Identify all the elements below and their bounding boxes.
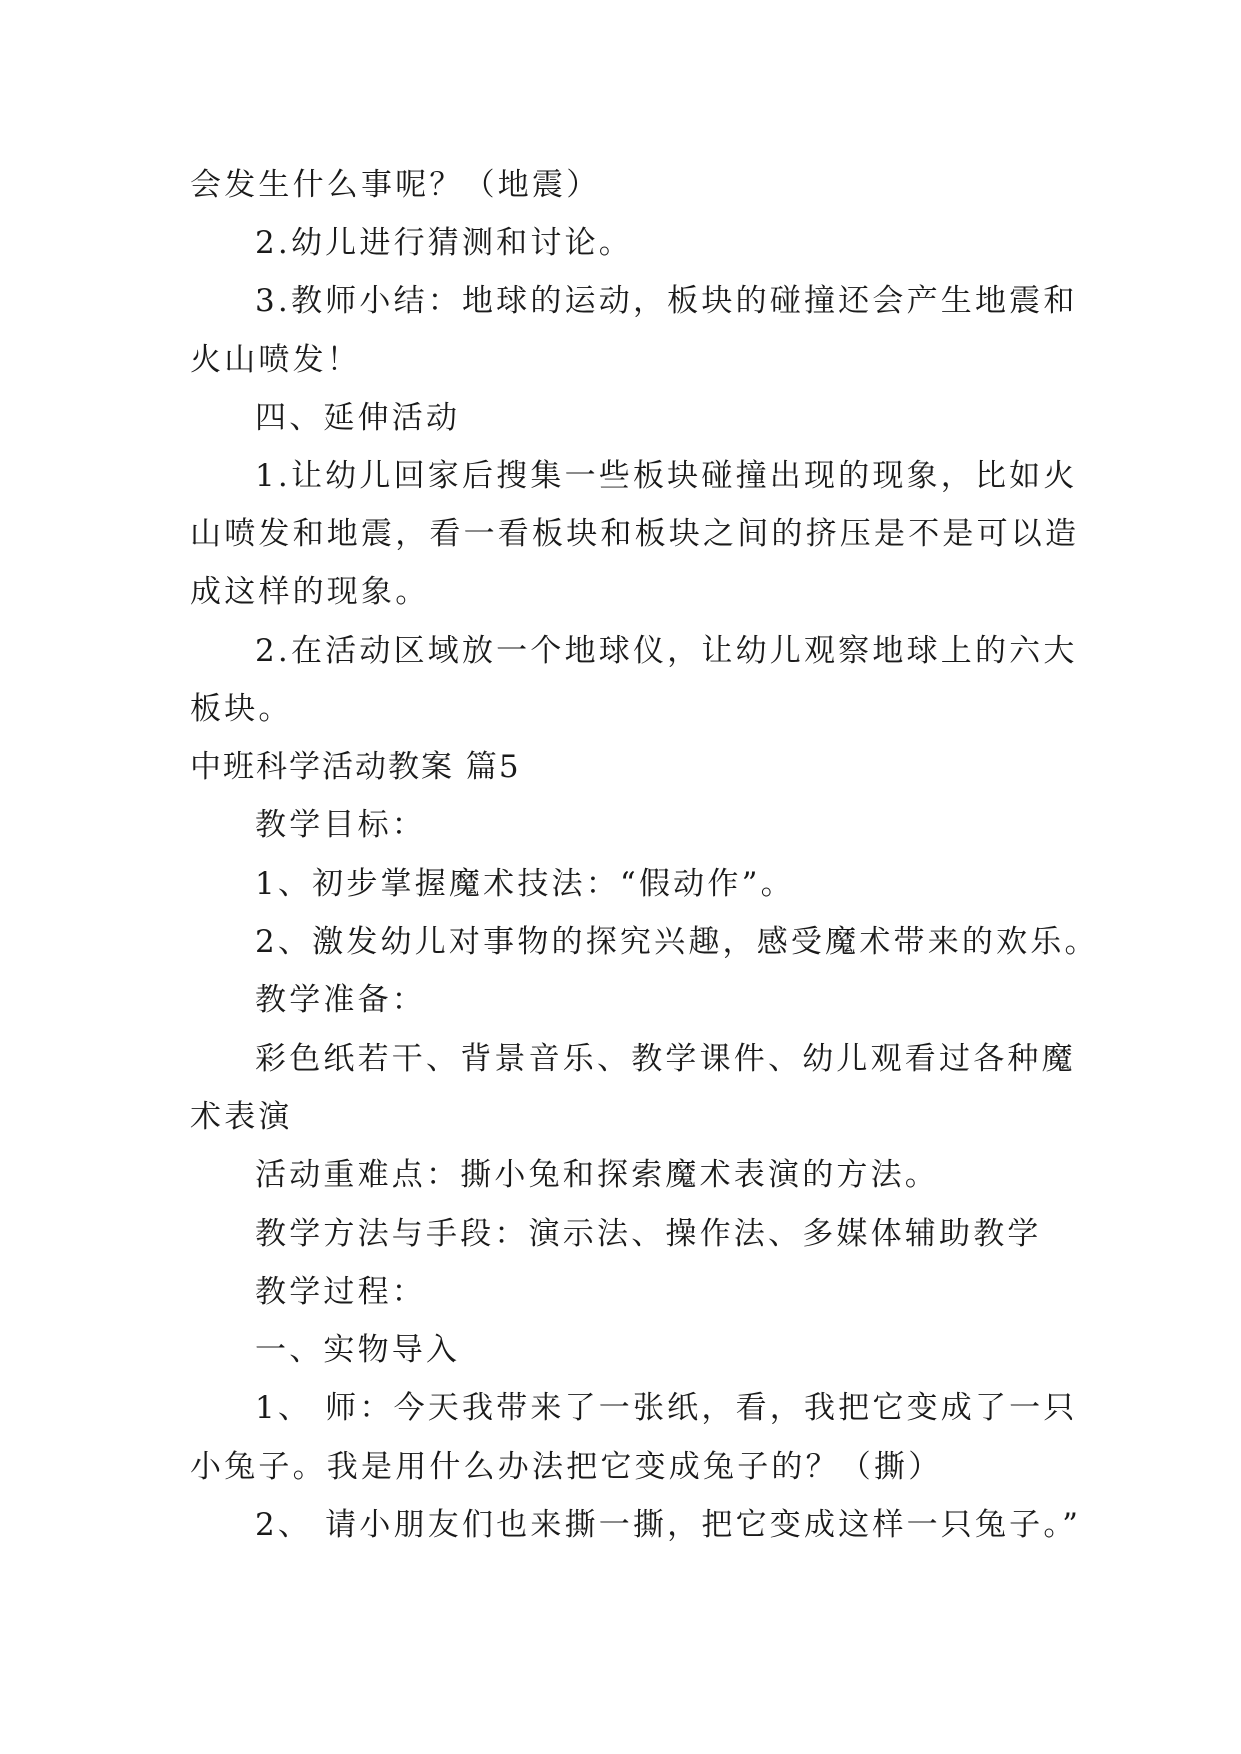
text-line: 1、 师：今天我带来了一张纸，看，我把它变成了一只 bbox=[255, 1390, 1078, 1426]
section-heading: 一、实物导入 bbox=[255, 1332, 461, 1368]
section-title: 中班科学活动教案 篇5 bbox=[190, 749, 521, 785]
text-line: 2、 请小朋友们也来撕一撕，把它变成这样一只兔子。” bbox=[255, 1507, 1082, 1543]
section-heading: 四、延伸活动 bbox=[255, 400, 461, 436]
text-line: 2.幼儿进行猜测和讨论。 bbox=[255, 225, 633, 261]
text-line: 山喷发和地震，看一看板块和板块之间的挤压是不是可以造 bbox=[190, 516, 1080, 552]
text-line: 教学方法与手段：演示法、操作法、多媒体辅助教学 bbox=[255, 1216, 1042, 1252]
text-line: 小兔子。我是用什么办法把它变成兔子的？（撕） bbox=[190, 1449, 943, 1485]
section-heading: 教学目标： bbox=[255, 807, 426, 843]
text-line: 会发生什么事呢？（地震） bbox=[190, 167, 601, 203]
text-line: 术表演 bbox=[190, 1099, 293, 1135]
text-line: 3.教师小结：地球的运动，板块的碰撞还会产生地震和 bbox=[255, 283, 1078, 319]
text-line: 1、初步掌握魔术技法：“假动作”。 bbox=[255, 866, 795, 902]
text-line: 1.让幼儿回家后搜集一些板块碰撞出现的现象，比如火 bbox=[255, 458, 1078, 494]
text-line: 2.在活动区域放一个地球仪，让幼儿观察地球上的六大 bbox=[255, 633, 1078, 669]
text-line: 火山喷发！ bbox=[190, 342, 361, 378]
text-line: 板块。 bbox=[190, 691, 293, 727]
section-heading: 教学准备： bbox=[255, 982, 426, 1018]
text-line: 成这样的现象。 bbox=[190, 574, 430, 610]
text-line: 2、激发幼儿对事物的探究兴趣，感受魔术带来的欢乐。 bbox=[255, 924, 1099, 960]
text-line: 彩色纸若干、背景音乐、教学课件、幼儿观看过各种魔 bbox=[255, 1041, 1076, 1077]
section-heading: 教学过程： bbox=[255, 1274, 426, 1310]
text-line: 活动重难点：撕小兔和探索魔术表演的方法。 bbox=[255, 1157, 939, 1193]
